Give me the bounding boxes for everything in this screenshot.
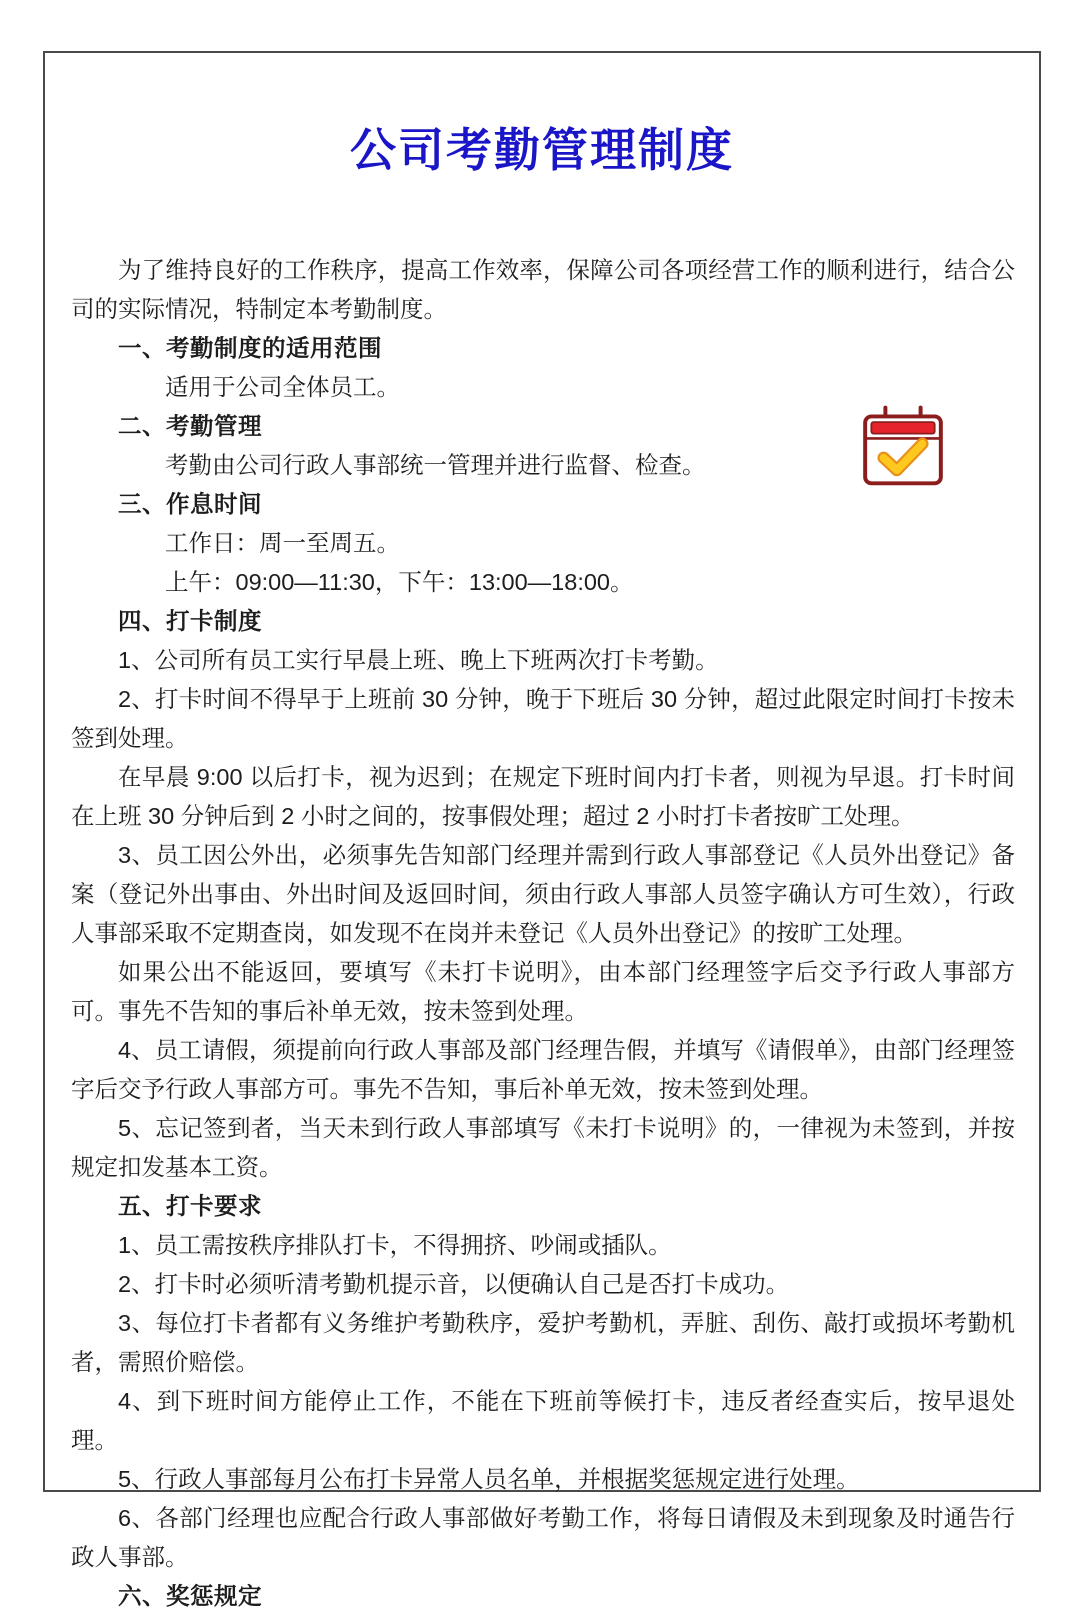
section-1-line-1: 适用于公司全体员工。 [165, 374, 400, 400]
section-5-item-4: 4、到下班时间方能停止工作，不能在下班前等候打卡，违反者经查实后，按早退处理。 [71, 1388, 1015, 1453]
document-page [43, 51, 1041, 1609]
intro-paragraph-text: 为了维持良好的工作秩序，提高工作效率，保障公司各项经营工作的顺利进行，结合公司的实际情况，特制定本考勤制度。 [71, 257, 1015, 322]
page-title: 公司考勤管理制度 [350, 124, 734, 176]
section-2-line-1: 考勤由公司行政人事部统一管理并进行监督、检查。 [165, 452, 706, 478]
section-heading-1: 一、考勤制度的适用范围 [118, 335, 382, 361]
section-heading-4: 四、打卡制度 [118, 608, 262, 634]
section-heading-5: 五、打卡要求 [118, 1193, 262, 1219]
section-5-item-5: 5、行政人事部每月公布打卡异常人员名单，并根据奖惩规定进行处理。 [118, 1466, 860, 1492]
section-5-item-1: 1、员工需按秩序排队打卡，不得拥挤、吵闹或插队。 [118, 1232, 672, 1258]
section-3-line-1: 工作日：周一至周五。 [165, 530, 400, 556]
section-heading-3: 三、作息时间 [118, 491, 262, 517]
section-4-item-2-continued: 在早晨 9:00 以后打卡，视为迟到；在规定下班时间内打卡者，则视为早退。打卡时间在上班 30 分钟后到 2 小时之间的，按事假处理；超过 2 小时打卡者按旷工处理。 [71, 764, 1015, 829]
section-4-item-3-continued: 如果公出不能返回，要填写《未打卡说明》，由本部门经理签字后交予行政人事部方可。事先不告知的事后补单无效，按未签到处理。 [71, 959, 1015, 1024]
section-4-item-4: 4、员工请假，须提前向行政人事部及部门经理告假，并填写《请假单》，由部门经理签字后交予行政人事部方可。事先不告知，事后补单无效，按未签到处理。 [71, 1037, 1015, 1102]
section-4-item-3: 3、员工因公外出，必须事先告知部门经理并需到行政人事部登记《人员外出登记》备案（登记外出事由、外出时间及返回时间，须由行政人事部人员签字确认方可生效），行政人事部采取不定期查岗，如发现不在岗并未登记《人员外出登记》的按旷工处理。 [71, 842, 1015, 946]
section-heading-2: 二、考勤管理 [118, 413, 262, 439]
section-3-line-2: 上午：09:00—11:30，下午：13:00—18:00。 [165, 569, 634, 595]
section-5-item-2: 2、打卡时必须听清考勤机提示音，以便确认自己是否打卡成功。 [118, 1271, 790, 1297]
section-5-item-3: 3、每位打卡者都有义务维护考勤秩序，爱护考勤机，弄脏、刮伤、敲打或损坏考勤机者，需照价赔偿。 [71, 1310, 1015, 1375]
section-4-item-5: 5、忘记签到者，当天未到行政人事部填写《未打卡说明》的，一律视为未签到，并按规定扣发基本工资。 [71, 1115, 1015, 1180]
section-5-item-6: 6、各部门经理也应配合行政人事部做好考勤工作，将每日请假及未到现象及时通告行政人事部。 [71, 1505, 1015, 1570]
section-heading-6: 六、奖惩规定 [118, 1583, 262, 1609]
section-4-item-2: 2、打卡时间不得早于上班前 30 分钟，晚于下班后 30 分钟，超过此限定时间打卡按未签到处理。 [71, 686, 1015, 751]
section-4-item-1: 1、公司所有员工实行早晨上班、晚上下班两次打卡考勤。 [118, 647, 719, 673]
document-body [71, 251, 1015, 1616]
